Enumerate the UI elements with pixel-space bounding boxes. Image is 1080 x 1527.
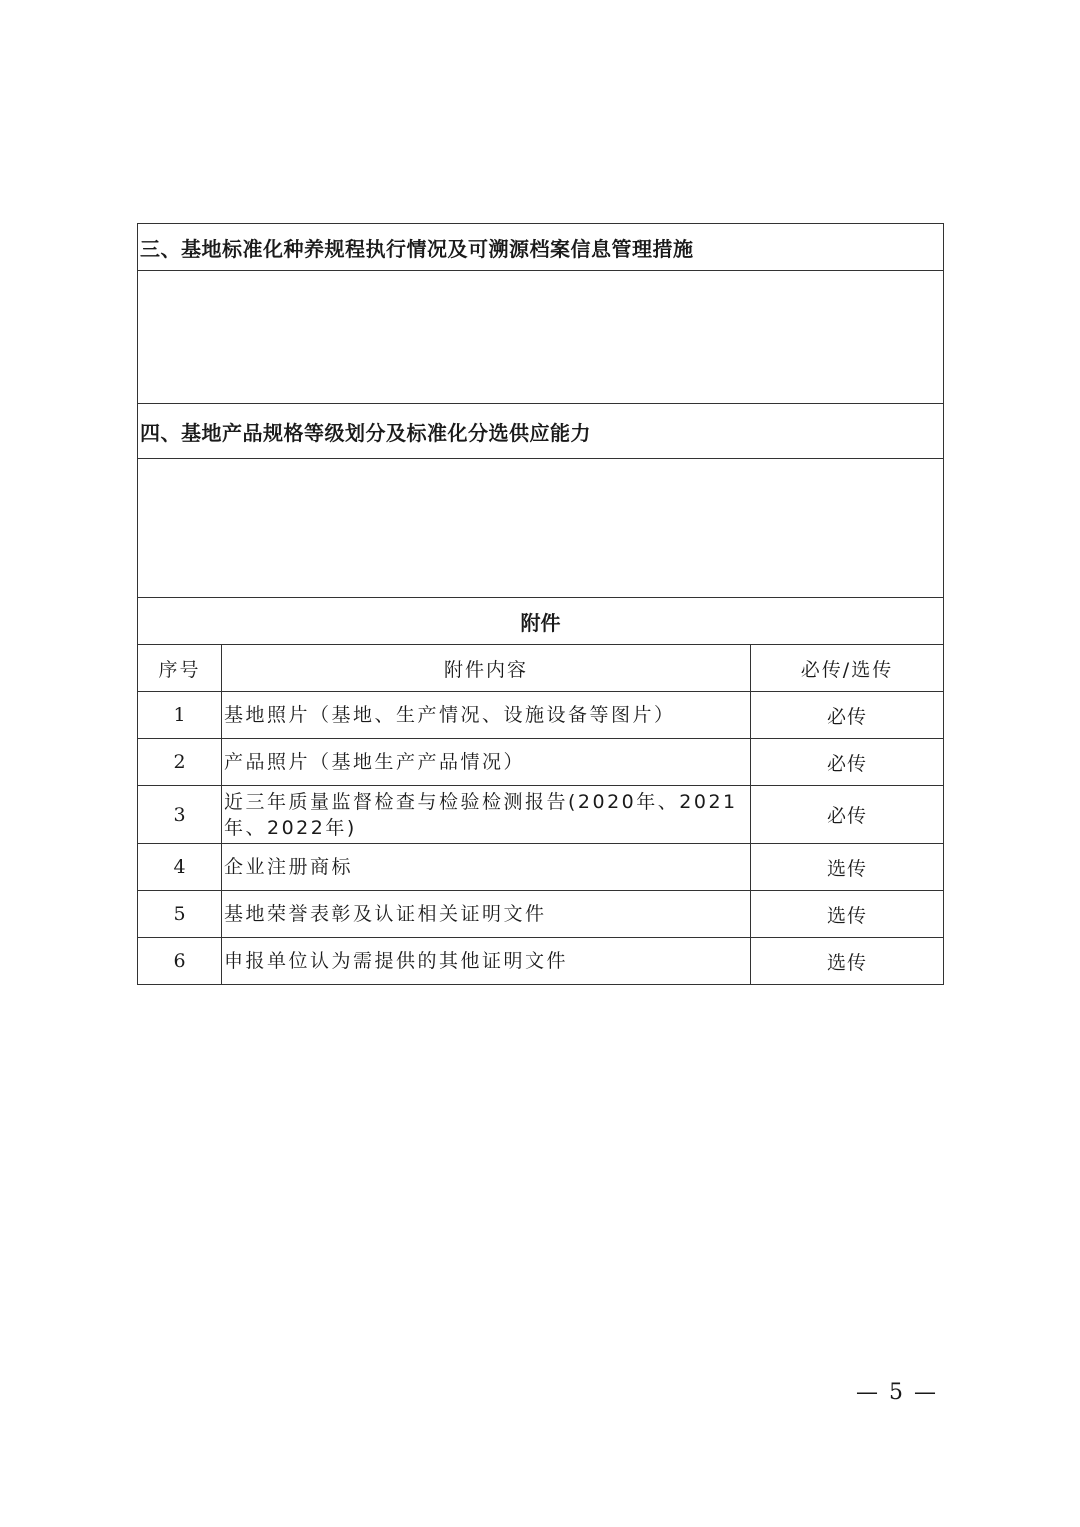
row-content: 基地荣誉表彰及认证相关证明文件 — [222, 891, 751, 938]
page-number: — 5 — — [856, 1380, 938, 1405]
row-requirement: 必传 — [751, 786, 944, 844]
attachments-title: 附件 — [138, 598, 944, 645]
row-requirement: 选传 — [751, 891, 944, 938]
row-requirement: 必传 — [751, 692, 944, 739]
row-number: 6 — [138, 938, 222, 985]
row-number: 4 — [138, 844, 222, 891]
row-requirement: 必传 — [751, 739, 944, 786]
section-three-heading: 三、基地标准化种养规程执行情况及可溯源档案信息管理措施 — [138, 224, 944, 271]
row-content: 企业注册商标 — [222, 844, 751, 891]
section-four-content-area[interactable] — [138, 459, 944, 598]
section-four-heading: 四、基地产品规格等级划分及标准化分选供应能力 — [138, 404, 944, 459]
header-required-optional: 必传/选传 — [751, 645, 944, 692]
row-requirement: 选传 — [751, 844, 944, 891]
application-form-table — [137, 223, 944, 985]
header-serial-number: 序号 — [138, 645, 222, 692]
row-content: 基地照片（基地、生产情况、设施设备等图片） — [222, 692, 751, 739]
section-three-content-area[interactable] — [138, 271, 944, 404]
table-row — [138, 692, 944, 739]
table-row — [138, 844, 944, 891]
row-requirement: 选传 — [751, 938, 944, 985]
table-row — [138, 786, 944, 844]
row-content: 产品照片（基地生产产品情况） — [222, 739, 751, 786]
row-number: 2 — [138, 739, 222, 786]
table-row — [138, 891, 944, 938]
header-attachment-content: 附件内容 — [222, 645, 751, 692]
table-row — [138, 938, 944, 985]
row-content: 近三年质量监督检查与检验检测报告(2020年、2021年、2022年) — [222, 786, 751, 844]
row-number: 5 — [138, 891, 222, 938]
row-content: 申报单位认为需提供的其他证明文件 — [222, 938, 751, 985]
table-row — [138, 739, 944, 786]
row-number: 1 — [138, 692, 222, 739]
row-number: 3 — [138, 786, 222, 844]
